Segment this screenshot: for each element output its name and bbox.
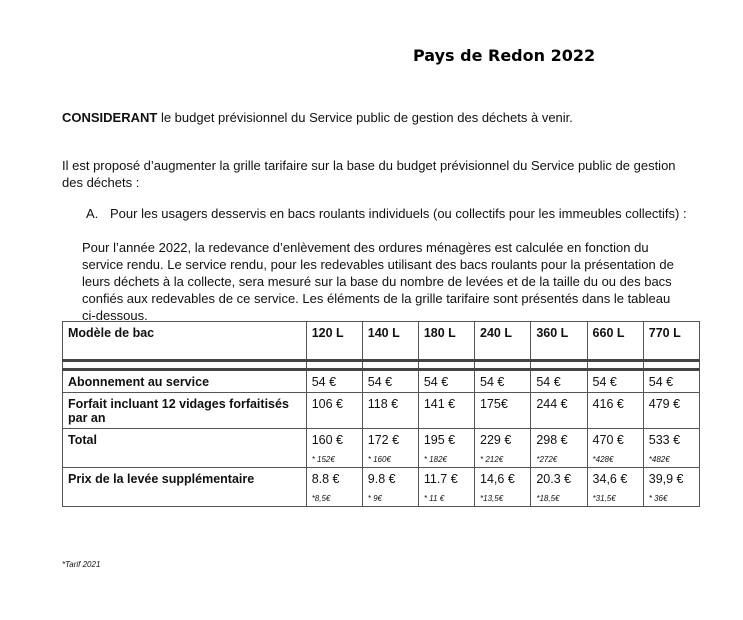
row-label: Prix de la levée supplémentaire <box>63 468 307 507</box>
cell-value: 34,6 € <box>592 472 628 486</box>
table-cell <box>587 429 643 468</box>
table-cell: 54 € <box>643 370 699 393</box>
cell-value: 39,9 € <box>648 472 684 486</box>
page-title: Pays de Redon 2022 <box>413 46 596 65</box>
previous-tariff: * 160€ <box>367 455 391 464</box>
intro-paragraph: Pour l’année 2022, la redevance d’enlèvement des ordures ménagères est calculée en fonction du service rendu. Le service rendu, pour les redevables utilisant des bacs roulants pour la présentation de leurs déchets à la collecte, sera mesuré sur la base du nombre de levées et de la taille du ou des bacs confiés aux redevables de ce service. Les éléments de la grille tarifaire sont présentés dans le tableau ci-dessous. <box>82 240 674 323</box>
cell-value: 298 € <box>536 433 568 447</box>
cell-value: 172 € <box>367 433 400 447</box>
considerant-keyword: CONSIDERANT <box>62 110 158 125</box>
table-cell: 54 € <box>418 370 474 393</box>
cell-value: 533 € <box>648 433 681 447</box>
spacer-row <box>63 361 700 370</box>
table-cell <box>531 468 587 507</box>
footnote: *Tarif 2021 <box>62 560 101 569</box>
table-cell: 54 € <box>475 370 531 393</box>
table-cell: 118 € <box>362 393 418 429</box>
row-label: Abonnement au service <box>63 370 307 393</box>
row-label: Forfait incluant 12 vidages forfaitisés par an <box>63 393 307 429</box>
previous-tariff: * 152€ <box>311 455 335 464</box>
list-item-a <box>86 206 687 221</box>
table-cell <box>418 468 474 507</box>
header-size: 180 L <box>418 322 474 361</box>
previous-tariff: * 182€ <box>423 455 447 464</box>
table-cell <box>475 429 531 468</box>
cell-value: 195 € <box>423 433 456 447</box>
cell-value: 9.8 € <box>367 472 396 486</box>
considerant-paragraph <box>62 110 573 125</box>
cell-value: 470 € <box>592 433 624 447</box>
table-cell: 479 € <box>643 393 699 429</box>
table-cell: 175€ <box>475 393 531 429</box>
table-cell <box>531 429 587 468</box>
table-row <box>63 370 700 393</box>
previous-tariff: * 9€ <box>367 494 382 503</box>
table-cell <box>475 468 531 507</box>
table-cell <box>362 429 418 468</box>
header-size: 660 L <box>587 322 643 361</box>
tariff-table <box>62 321 700 507</box>
header-size: 120 L <box>306 322 362 361</box>
list-item-letter: A. <box>86 206 99 221</box>
table-cell: 141 € <box>418 393 474 429</box>
table-cell: 244 € <box>531 393 587 429</box>
table-cell <box>418 429 474 468</box>
considerant-text: le budget prévisionnel du Service public de gestion des déchets à venir. <box>157 110 573 125</box>
table-cell: 54 € <box>362 370 418 393</box>
previous-tariff: *272€ <box>536 455 558 464</box>
previous-tariff: *482€ <box>648 455 670 464</box>
cell-value: 14,6 € <box>480 472 515 486</box>
cell-value: 11.7 € <box>423 472 458 486</box>
cell-value: 229 € <box>480 433 512 447</box>
previous-tariff: * 11 € <box>423 494 445 503</box>
table-cell: 106 € <box>306 393 362 429</box>
table-cell <box>643 429 699 468</box>
row-label: Total <box>63 429 307 468</box>
table-row <box>63 468 700 507</box>
previous-tariff: *428€ <box>592 455 614 464</box>
table-cell: 54 € <box>587 370 643 393</box>
previous-tariff: *13,5€ <box>480 494 504 503</box>
table-cell: 54 € <box>531 370 587 393</box>
table-row <box>63 429 700 468</box>
cell-value: 20.3 € <box>536 472 572 486</box>
cell-value: 160 € <box>311 433 343 447</box>
header-size: 240 L <box>475 322 531 361</box>
previous-tariff: *18,5€ <box>536 494 560 503</box>
previous-tariff: * 212€ <box>480 455 504 464</box>
table-header-row <box>63 322 700 361</box>
header-label: Modèle de bac <box>63 322 307 361</box>
table-cell <box>362 468 418 507</box>
table-cell <box>587 468 643 507</box>
cell-value: 8.8 € <box>311 472 340 486</box>
table-cell: 416 € <box>587 393 643 429</box>
proposal-paragraph: Il est proposé d’augmenter la grille tarifaire sur la base du budget prévisionnel du Service public de gestion des déchets : <box>62 158 676 190</box>
list-item-text: Pour les usagers desservis en bacs roulants individuels (ou collectifs pour les immeubles collectifs) : <box>110 206 687 221</box>
header-size: 770 L <box>643 322 699 361</box>
header-size: 140 L <box>362 322 418 361</box>
table-row <box>63 393 700 429</box>
header-size: 360 L <box>531 322 587 361</box>
table-cell: 54 € <box>306 370 362 393</box>
previous-tariff: *8,5€ <box>311 494 331 503</box>
table-cell <box>306 429 362 468</box>
table-cell <box>643 468 699 507</box>
previous-tariff: * 36€ <box>648 494 668 503</box>
previous-tariff: *31,5€ <box>592 494 616 503</box>
table-cell <box>306 468 362 507</box>
